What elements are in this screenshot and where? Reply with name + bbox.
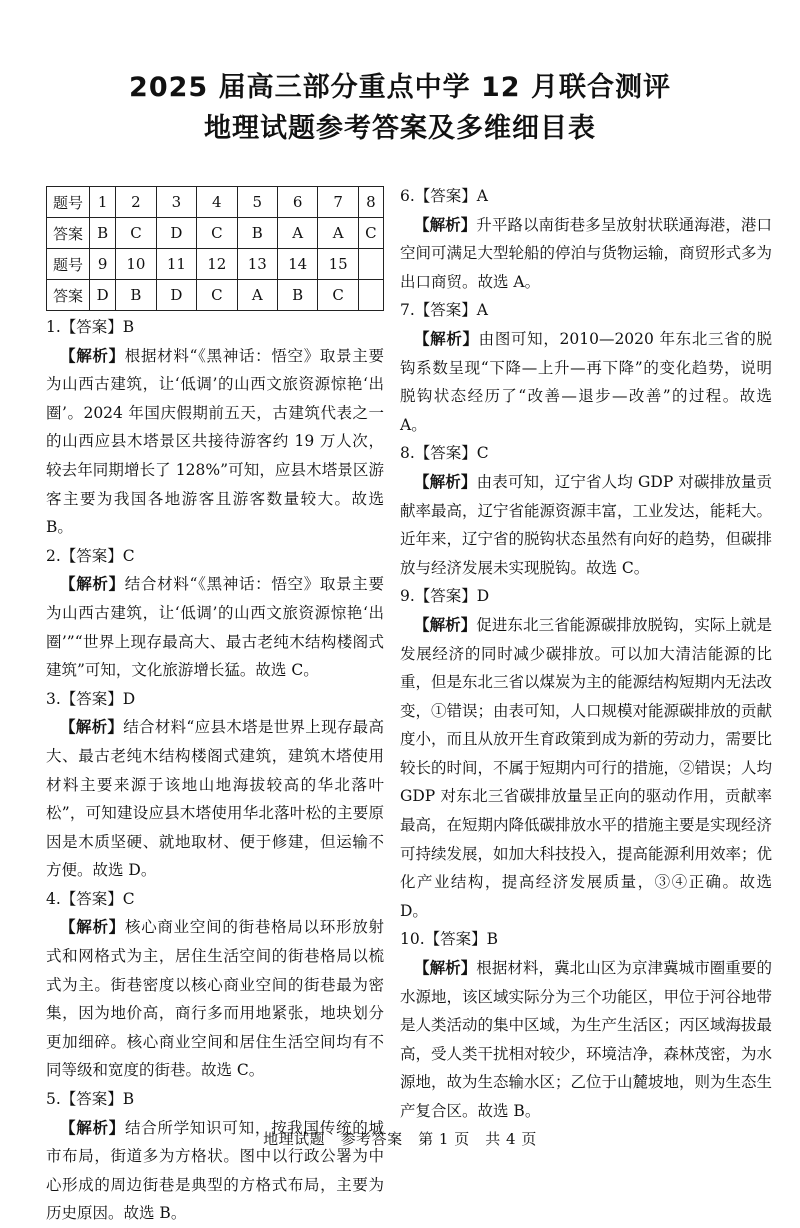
question-9 bbox=[400, 582, 772, 925]
explanation-text: 升平路以南街巷多呈放射状联通海港，港口空间可满足大型轮船的停泊与货物运输，商贸形式多为出口商贸。故选 A。 bbox=[400, 215, 773, 291]
table-cell: A bbox=[318, 218, 358, 249]
explanation-tag: 【解析】 bbox=[414, 328, 479, 348]
table-cell: 13 bbox=[237, 249, 277, 280]
row-label: 答案 bbox=[47, 218, 90, 249]
explanation-text: 由表可知，辽宁省人均 GDP 对碳排放量贡献率最高，辽宁省能源资源丰富，工业发达，能耗大。近年来，辽宁省的脱钩状态虽然有向好的趋势，但碳排放与经济发展未实现脱钩。故选 C。 bbox=[400, 472, 773, 577]
explanation-text: 核心商业空间的街巷格局以环形放射式和网格式为主，居住生活空间的街巷格局以梳式为主。街巷密度以核心商业空间的街巷最为密集，因为地价高，商行多而用地紧张，地块划分更加细碎。核心商业空间和居住生活空间均有不同等级和宽度的街巷。故选 C。 bbox=[46, 918, 384, 1080]
explanation-text: 根据材料“《黑神话：悟空》取景主要为山西古建筑，让‘低调’的山西文旅资源惊艳‘出圈’。2024 年国庆假期前五天，古建筑代表之一的山西应县木塔景区共接待游客约 19 万人次，较去年同期增长了 128%”可知，应县木塔景区游客主要为我国各地游客且游客数量较大。故选 B。 bbox=[46, 346, 384, 537]
page-footer: 地理试题 参考答案 第 1 页 共 4 页 bbox=[263, 1130, 537, 1148]
question-7 bbox=[400, 296, 772, 439]
table-cell bbox=[358, 280, 383, 311]
table-cell: 3 bbox=[156, 187, 196, 218]
table-row bbox=[47, 280, 384, 311]
table-cell: D bbox=[156, 218, 196, 249]
left-column bbox=[46, 186, 384, 1228]
table-cell: C bbox=[358, 218, 383, 249]
table-cell bbox=[358, 249, 383, 280]
explanation bbox=[46, 342, 384, 542]
table-cell: A bbox=[277, 218, 317, 249]
table-cell: C bbox=[197, 280, 237, 311]
table-cell: B bbox=[90, 218, 116, 249]
question-10 bbox=[400, 925, 772, 1125]
explanation-tag: 【解析】 bbox=[60, 345, 125, 365]
table-cell: 14 bbox=[277, 249, 317, 280]
table-cell: 15 bbox=[318, 249, 358, 280]
table-cell: 9 bbox=[90, 249, 116, 280]
explanation-tag: 【解析】 bbox=[60, 717, 124, 737]
table-cell: A bbox=[237, 280, 277, 311]
answer-line: 4.【答案】C bbox=[46, 889, 135, 908]
explanation-tag: 【解析】 bbox=[414, 471, 477, 491]
answer-line: 10.【答案】B bbox=[400, 930, 499, 949]
question-4 bbox=[46, 885, 384, 1085]
table-row bbox=[47, 218, 384, 249]
right-column bbox=[400, 182, 772, 1126]
explanation-tag: 【解析】 bbox=[60, 574, 125, 594]
table-cell: B bbox=[116, 280, 156, 311]
table-cell: 10 bbox=[116, 249, 156, 280]
question-2 bbox=[46, 542, 384, 685]
explanation bbox=[46, 713, 384, 885]
page-subtitle: 地理试题参考答案及多维细目表 bbox=[204, 113, 596, 144]
explanation-text: 促进东北三省能源碳排放脱钩，实际上就是发展经济的同时减少碳排放。可以加大清洁能源的比重，但是东北三省以煤炭为主的能源结构短期内无法改变，①错误；由表可知，人口规模对能源碳排放的贡献度小，而且从放开生育政策到成为新的劳动力，需要比较长的时间，不属于短期内可行的措施，②错误；人均 GDP 对东北三省碳排放量呈正向的驱动作用，贡献率最高，在短期内降低碳排放水平的措施主要是实现经济可持续发展，如加大科技投入，提高能源利用效率；优化产业结构，提高经济发展质量，③④正确。故选 D。 bbox=[400, 615, 773, 920]
explanation bbox=[46, 913, 384, 1085]
table-row bbox=[47, 249, 384, 280]
table-cell: B bbox=[237, 218, 277, 249]
explanation-tag: 【解析】 bbox=[414, 958, 477, 978]
table-cell: D bbox=[90, 280, 116, 311]
explanation-text: 结合材料“应县木塔是世界上现存最高大、最古老纯木结构楼阁式建筑，建筑木塔使用材料主要来源于该地山地海拔较高的华北落叶松”，可知建设应县木塔使用华北落叶松的主要原因是木质坚硬、就地取材、便于修建，但运输不方便。故选 D。 bbox=[46, 718, 384, 880]
table-row bbox=[47, 187, 384, 218]
table-cell: 11 bbox=[156, 249, 196, 280]
table-cell: 7 bbox=[318, 187, 358, 218]
explanation bbox=[400, 325, 772, 439]
row-label: 题号 bbox=[47, 187, 90, 218]
table-cell: 2 bbox=[116, 187, 156, 218]
explanation-text: 由图可知，2010—2020 年东北三省的脱钩系数呈现“下降—上升—再下降”的变化趋势，说明脱钩状态经历了“改善—退步—改善”的过程。故选 A。 bbox=[400, 329, 772, 434]
answer-line: 1.【答案】B bbox=[46, 318, 135, 336]
question-5 bbox=[46, 1085, 384, 1228]
question-6 bbox=[400, 182, 772, 296]
table-cell: 4 bbox=[197, 187, 237, 218]
table-cell: D bbox=[156, 280, 196, 311]
table-cell: 6 bbox=[277, 187, 317, 218]
answer-line: 2.【答案】C bbox=[46, 546, 135, 565]
answer-table bbox=[46, 186, 384, 311]
answer-line: 7.【答案】A bbox=[400, 301, 488, 320]
table-cell: B bbox=[277, 280, 317, 311]
table-cell: C bbox=[116, 218, 156, 249]
table-cell: 5 bbox=[237, 187, 277, 218]
explanation bbox=[400, 211, 772, 297]
answer-line: 9.【答案】D bbox=[400, 587, 490, 606]
explanation bbox=[46, 570, 384, 684]
page-title: 2025 届高三部分重点中学 12 月联合测评 bbox=[129, 72, 671, 103]
explanation bbox=[400, 954, 772, 1126]
answer-line: 5.【答案】B bbox=[46, 1090, 135, 1109]
explanation-text: 结合材料“《黑神话：悟空》取景主要为山西古建筑，让‘低调’的山西文旅资源惊艳‘出圈’”“世界上现存最高大、最古老纯木结构楼阁式建筑”可知，文化旅游增长猛。故选 C。 bbox=[46, 575, 384, 680]
explanation-text: 结合所学知识可知，按我国传统的城市布局，街道多为方格状。图中以行政公署为中心形成的周边街巷是典型的方格式布局，主要为历史原因。故选 B。 bbox=[46, 1118, 384, 1223]
row-label: 答案 bbox=[47, 280, 90, 311]
table-cell: C bbox=[318, 280, 358, 311]
table-cell: 12 bbox=[197, 249, 237, 280]
explanation-tag: 【解析】 bbox=[60, 917, 125, 937]
table-cell: C bbox=[197, 218, 237, 249]
explanation-tag: 【解析】 bbox=[414, 614, 477, 634]
question-8 bbox=[400, 439, 772, 582]
answer-line: 3.【答案】D bbox=[46, 689, 136, 708]
explanation-tag: 【解析】 bbox=[414, 214, 477, 234]
explanation bbox=[400, 468, 772, 582]
question-3 bbox=[46, 685, 384, 885]
table-cell: 8 bbox=[358, 187, 383, 218]
table-cell: 1 bbox=[90, 187, 116, 218]
question-1 bbox=[46, 313, 384, 542]
explanation bbox=[400, 611, 772, 926]
explanation-text: 根据材料，冀北山区为京津冀城市圈重要的水源地，该区域实际分为三个功能区，甲位于河谷地带是人类活动的集中区域，为生产生活区；丙区域海拔最高，受人类干扰相对较少，环境洁净，森林茂密，为水源地，故为生态输水区；乙位于山麓坡地，则为生态生产复合区。故选 B。 bbox=[400, 959, 773, 1120]
answer-line: 6.【答案】A bbox=[400, 187, 488, 205]
explanation-tag: 【解析】 bbox=[60, 1117, 125, 1137]
answer-line: 8.【答案】C bbox=[400, 444, 489, 463]
row-label: 题号 bbox=[47, 249, 90, 280]
